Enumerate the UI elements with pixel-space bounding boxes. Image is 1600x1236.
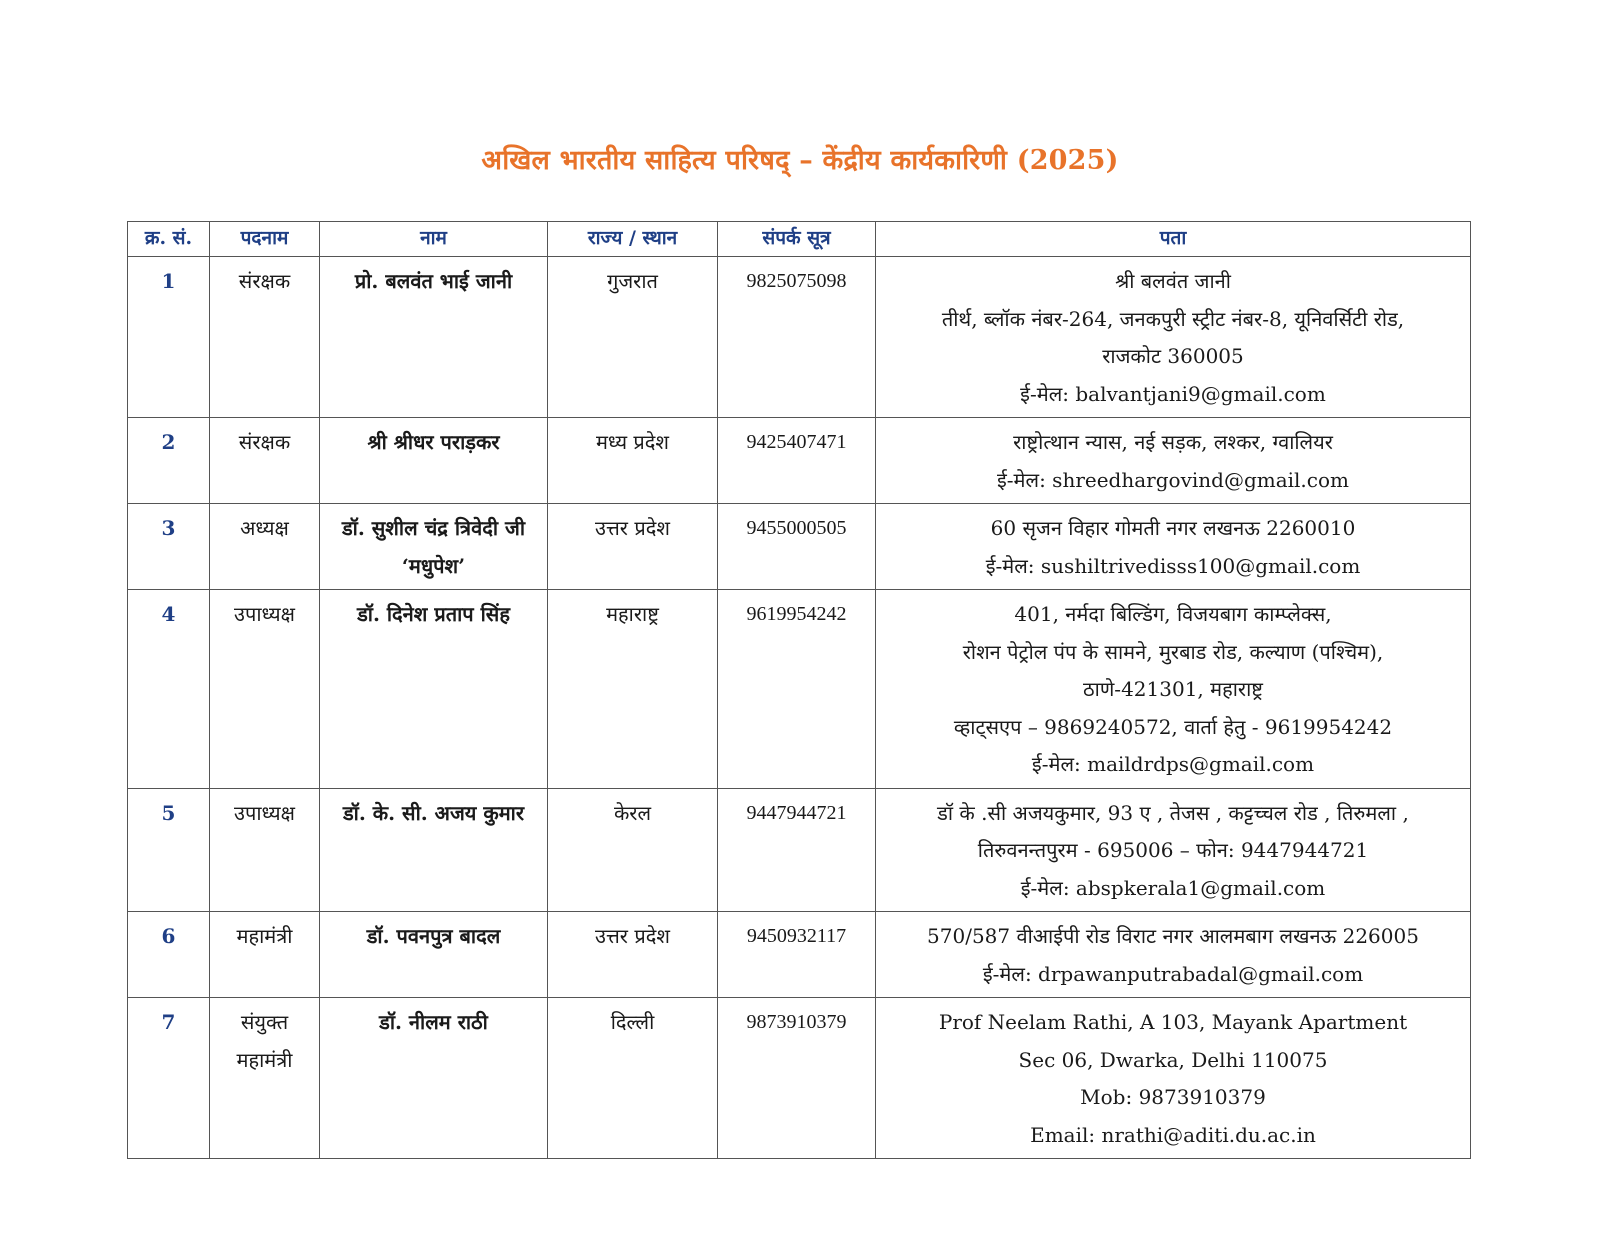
address-line: 60 सृजन विहार गोमती नगर लखनऊ 2260010 bbox=[990, 516, 1356, 540]
address-line: व्हाट्सएप – 9869240572, वार्ता हेतु - 9619954242 bbox=[953, 714, 1393, 739]
row-address bbox=[876, 998, 1471, 1159]
table-row bbox=[128, 590, 1471, 789]
row-phone: 9425407471 bbox=[718, 418, 876, 504]
row-address bbox=[876, 504, 1471, 590]
row-state: केरल bbox=[548, 788, 718, 912]
header-sno: क्र. सं. bbox=[128, 222, 210, 257]
address-line: ई-मेल: abspkerala1@gmail.com bbox=[1020, 875, 1326, 900]
table-row bbox=[128, 912, 1471, 998]
table-header-row bbox=[128, 222, 1471, 257]
header-address: पता bbox=[876, 222, 1471, 257]
address-line: डॉ के .सी अजयकुमार, 93 ए , तेजस , कट्टच्चल रोड , तिरुमला , bbox=[937, 800, 1409, 825]
address-line: तीर्थ, ब्लॉक नंबर-264, जनकपुरी स्ट्रीट नंबर-8, यूनिवर्सिटी रोड, bbox=[941, 306, 1405, 331]
row-phone: 9619954242 bbox=[718, 590, 876, 789]
header-name: नाम bbox=[320, 222, 548, 257]
address-line: ई-मेल: maildrdps@gmail.com bbox=[1031, 752, 1315, 776]
executive-table bbox=[127, 221, 1471, 1159]
row-name: प्रो. बलवंत भाई जानी bbox=[320, 257, 548, 418]
row-sno: 2 bbox=[128, 418, 210, 504]
address-line: ई-मेल: shreedhargovind@gmail.com bbox=[996, 467, 1349, 492]
address-line: 401, नर्मदा बिल्डिंग, विजयबाग काम्प्लेक्स, bbox=[1014, 602, 1332, 626]
row-name: डॉ. के. सी. अजय कुमार bbox=[320, 788, 548, 912]
row-name: डॉ. पवनपुत्र बादल bbox=[320, 912, 548, 998]
row-state: दिल्ली bbox=[548, 998, 718, 1159]
row-address bbox=[876, 257, 1471, 418]
address-line: श्री बलवंत जानी bbox=[1115, 269, 1231, 293]
address-line: 570/587 वीआईपी रोड विराट नगर आलमबाग लखनऊ 226005 bbox=[927, 924, 1419, 948]
row-post: उपाध्यक्ष bbox=[210, 590, 320, 789]
row-state: गुजरात bbox=[548, 257, 718, 418]
table-row bbox=[128, 998, 1471, 1159]
row-phone: 9447944721 bbox=[718, 788, 876, 912]
row-sno: 4 bbox=[128, 590, 210, 789]
address-line: Email: nrathi@aditi.du.ac.in bbox=[1030, 1122, 1316, 1147]
address-line: ठाणे-421301, महाराष्ट्र bbox=[1083, 677, 1263, 701]
page-title: अखिल भारतीय साहित्य परिषद् – केंद्रीय कार्यकारिणी (2025) bbox=[481, 145, 1119, 176]
address-line: तिरुवनन्तपुरम - 695006 – फोन: 9447944721 bbox=[977, 838, 1369, 862]
row-address bbox=[876, 912, 1471, 998]
address-line: रोशन पेट्रोल पंप के सामने, मुरबाड रोड, कल्याण (पश्चिम), bbox=[962, 639, 1384, 664]
header-post: पदनाम bbox=[210, 222, 320, 257]
row-phone: 9825075098 bbox=[718, 257, 876, 418]
address-line: ई-मेल: balvantjani9@gmail.com bbox=[1020, 381, 1326, 406]
row-sno: 6 bbox=[128, 912, 210, 998]
address-line: Mob: 9873910379 bbox=[1080, 1085, 1266, 1109]
row-sno: 7 bbox=[128, 998, 210, 1159]
row-address bbox=[876, 590, 1471, 789]
row-state: महाराष्ट्र bbox=[548, 590, 718, 789]
row-post: अध्यक्ष bbox=[210, 504, 320, 590]
table-row bbox=[128, 257, 1471, 418]
row-phone: 9873910379 bbox=[718, 998, 876, 1159]
row-post: संरक्षक bbox=[210, 257, 320, 418]
row-address bbox=[876, 788, 1471, 912]
address-line: राजकोट 360005 bbox=[1102, 344, 1244, 368]
row-name: डॉ. सुशील चंद्र त्रिवेदी जी ‘मधुपेश’ bbox=[320, 504, 548, 590]
table-row bbox=[128, 788, 1471, 912]
row-state: मध्य प्रदेश bbox=[548, 418, 718, 504]
header-contact: संपर्क सूत्र bbox=[718, 222, 876, 257]
address-line: राष्ट्रोत्थान न्यास, नई सड़क, लश्कर, ग्वालियर bbox=[1013, 430, 1333, 454]
row-state: उत्तर प्रदेश bbox=[548, 504, 718, 590]
address-line: Sec 06, Dwarka, Delhi 110075 bbox=[1018, 1047, 1328, 1072]
row-post: महामंत्री bbox=[210, 912, 320, 998]
row-post: संरक्षक bbox=[210, 418, 320, 504]
address-line: ई-मेल: sushiltrivedisss100@gmail.com bbox=[985, 553, 1361, 578]
row-sno: 5 bbox=[128, 788, 210, 912]
table-body bbox=[128, 257, 1471, 1159]
row-name: डॉ. नीलम राठी bbox=[320, 998, 548, 1159]
row-post: संयुक्त महामंत्री bbox=[210, 998, 320, 1159]
header-state: राज्य / स्थान bbox=[548, 222, 718, 257]
row-post: उपाध्यक्ष bbox=[210, 788, 320, 912]
row-sno: 1 bbox=[128, 257, 210, 418]
table-row bbox=[128, 504, 1471, 590]
row-address bbox=[876, 418, 1471, 504]
row-phone: 9450932117 bbox=[718, 912, 876, 998]
table-row bbox=[128, 418, 1471, 504]
row-name: श्री श्रीधर पराड़कर bbox=[320, 418, 548, 504]
address-line: Prof Neelam Rathi, A 103, Mayank Apartment bbox=[938, 1010, 1408, 1034]
row-phone: 9455000505 bbox=[718, 504, 876, 590]
row-name: डॉ. दिनेश प्रताप सिंह bbox=[320, 590, 548, 789]
row-sno: 3 bbox=[128, 504, 210, 590]
address-line: ई-मेल: drpawanputrabadal@gmail.com bbox=[982, 961, 1364, 986]
row-state: उत्तर प्रदेश bbox=[548, 912, 718, 998]
